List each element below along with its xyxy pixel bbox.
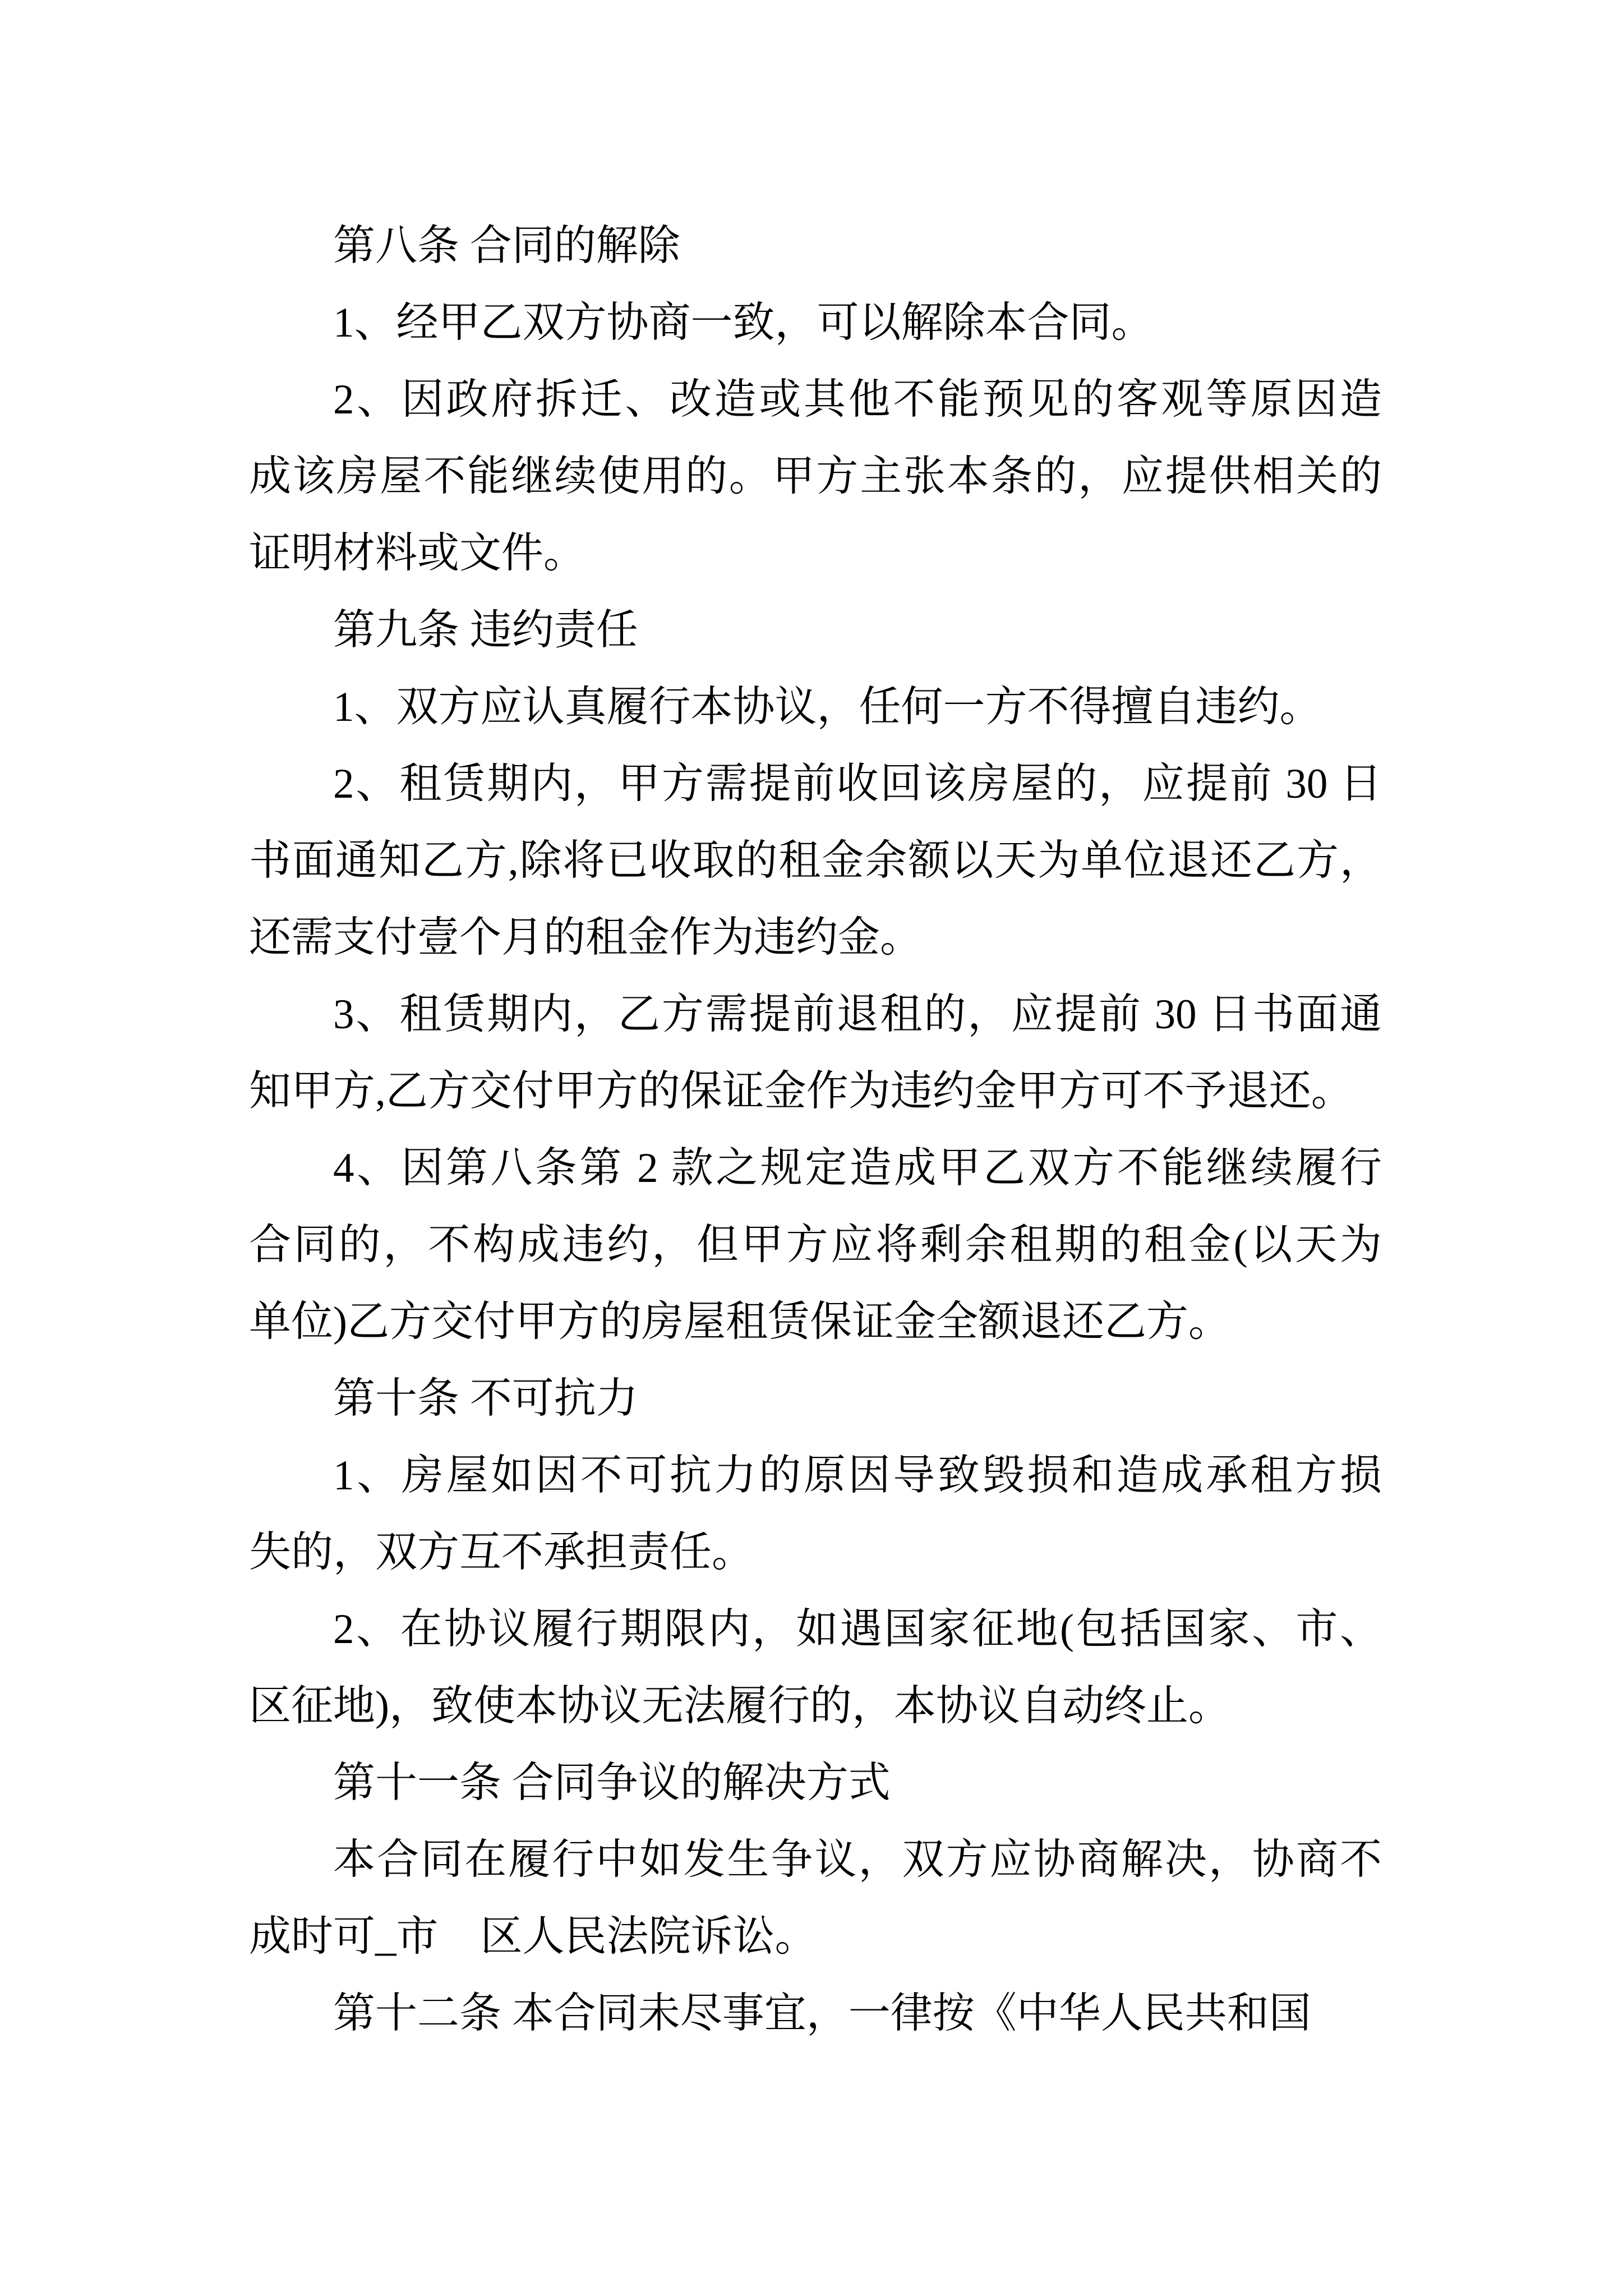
document-line: 2、租赁期内，甲方需提前收回该房屋的，应提前 30 日 bbox=[333, 761, 1382, 807]
clause-paragraph bbox=[249, 1591, 1382, 1745]
clause-paragraph bbox=[249, 1975, 1382, 2052]
document-line: 2、在协议履行期限内，如遇国家征地(包括国家、市、 bbox=[333, 1606, 1382, 1653]
document-line: 证明材料或文件。 bbox=[249, 530, 586, 577]
clause-paragraph bbox=[249, 976, 1382, 1130]
document-line: 第十二条 本合同未尽事宜，一律按《中华人民共和国 bbox=[333, 1990, 1311, 2037]
document-line: 本合同在履行中如发生争议，双方应协商解决，协商不 bbox=[333, 1837, 1382, 1883]
document-line: 第十条 不可抗力 bbox=[333, 1375, 638, 1422]
document-line: 成该房屋不能继续使用的。甲方主张本条的，应提供相关的 bbox=[249, 453, 1382, 500]
document-line: 1、房屋如因不可抗力的原因导致毁损和造成承租方损 bbox=[333, 1452, 1382, 1499]
clause-paragraph bbox=[249, 1130, 1382, 1360]
clause-paragraph bbox=[249, 1437, 1382, 1591]
clause-paragraph bbox=[249, 284, 1382, 361]
document-line: 1、经甲乙双方协商一致，可以解除本合同。 bbox=[333, 300, 1154, 346]
document-line: 区征地)，致使本协议无法履行的，本协议自动终止。 bbox=[249, 1683, 1230, 1729]
clause-paragraph bbox=[249, 361, 1382, 592]
document-line: 第十一条 合同争议的解决方式 bbox=[333, 1760, 891, 1806]
document-line: 4、因第八条第 2 款之规定造成甲乙双方不能继续履行 bbox=[333, 1145, 1382, 1191]
clause-paragraph bbox=[249, 1821, 1382, 1975]
document-body bbox=[249, 208, 1382, 2052]
document-line: 第九条 违约责任 bbox=[333, 607, 638, 654]
document-line: 1、双方应认真履行本协议，任何一方不得擅自违约。 bbox=[333, 684, 1322, 730]
document-line: 合同的，不构成违约，但甲方应将剩余租期的租金(以天为 bbox=[249, 1222, 1382, 1268]
document-line: 成时可_市 区人民法院诉讼。 bbox=[249, 1913, 817, 1960]
clause-heading bbox=[249, 1745, 1382, 1821]
clause-heading bbox=[249, 1360, 1382, 1437]
document-line: 第八条 合同的解除 bbox=[333, 223, 680, 269]
clause-heading bbox=[249, 592, 1382, 669]
document-line: 单位)乙方交付甲方的房屋租赁保证金全额退还乙方。 bbox=[249, 1299, 1230, 1345]
document-line: 失的，双方互不承担责任。 bbox=[249, 1529, 754, 1576]
document-line: 还需支付壹个月的租金作为违约金。 bbox=[249, 914, 923, 961]
clause-paragraph bbox=[249, 669, 1382, 746]
clause-paragraph bbox=[249, 746, 1382, 976]
document-line: 3、租赁期内，乙方需提前退租的，应提前 30 日书面通 bbox=[333, 991, 1382, 1038]
document-line: 2、因政府拆迁、改造或其他不能预见的客观等原因造 bbox=[333, 376, 1382, 423]
clause-heading bbox=[249, 208, 1382, 284]
document-line: 知甲方,乙方交付甲方的保证金作为违约金甲方可不予退还。 bbox=[249, 1068, 1353, 1115]
document-line: 书面通知乙方,除将已收取的租金余额以天为单位退还乙方， bbox=[249, 838, 1382, 884]
